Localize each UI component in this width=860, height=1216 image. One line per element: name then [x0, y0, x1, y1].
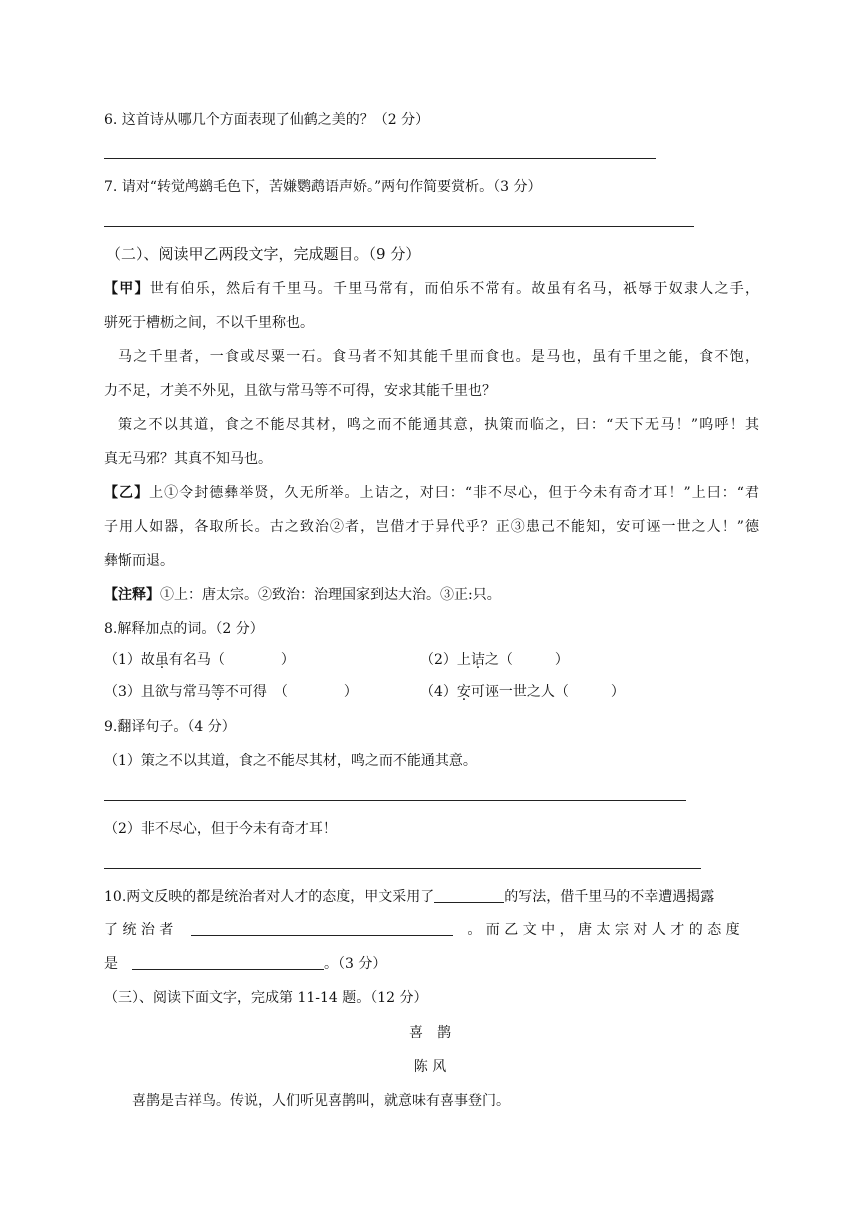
- q8-item-1: （1）故虽有名马（ ）: [104, 652, 295, 668]
- question-7: 7. 请对“转觉鸬鹚毛色下，苦嫌鹦鹉语声娇。”两句作简要赏析。（3 分）: [104, 179, 542, 195]
- q10-line-3: 是 。（3 分）: [104, 956, 387, 972]
- question-9-title: 9.翻译句子。（4 分）: [104, 719, 236, 735]
- jia-paragraph-3-line-1: 策之不以其道，食之不能尽其材，鸣之而不能通其意，执策而临之，曰：“天下无马！”呜呼！其: [118, 417, 759, 433]
- q10-line-2: 了 统 治 者 。 而 乙 文 中 ， 唐 太 宗 对 人 才 的 态 度: [104, 922, 740, 938]
- yi-paragraph-line-1: 【乙】上①令封德彝举贤，久无所举。上诘之，对曰：“非不尽心，但于今未有奇才耳！”上曰：“君: [104, 485, 759, 501]
- answer-line-9-2: [104, 868, 701, 869]
- answer-line-6: [104, 158, 656, 159]
- blank-ruler-attitude[interactable]: [191, 921, 453, 936]
- annotation-tag: 【注释】: [104, 587, 160, 603]
- dotted-char: 虽: [154, 652, 169, 668]
- yi-tag: 【乙】: [104, 485, 150, 501]
- q9-sentence-2: （2）非不尽心，但于今未有奇才耳！: [104, 821, 337, 837]
- blank-writing-method[interactable]: [434, 888, 504, 903]
- answer-line-9-1: [104, 800, 686, 801]
- yi-paragraph-line-3: 彝惭而退。: [104, 553, 174, 569]
- yi-paragraph-line-2: 子用人如器，各取所长。古之致治②者，岂借才于异代乎？正③患己不能知，安可诬一世之人！”德: [104, 519, 759, 535]
- annotation: 【注释】①上：唐太宗。②致治：治理国家到达大治。③正:只。: [104, 587, 501, 603]
- jia-paragraph-1-line-1: 【甲】世有伯乐，然后有千里马。千里马常有，而伯乐不常有。故虽有名马，祇辱于奴隶人之手，: [104, 281, 760, 297]
- article-author: 陈 风: [413, 1059, 447, 1075]
- section-3-heading: （三）、阅读下面文字，完成第 11-14 题。（12 分）: [104, 990, 428, 1006]
- q8-item-4: （4）安可诬一世之人（ ）: [420, 684, 625, 700]
- article-title: 喜 鹊: [409, 1025, 451, 1041]
- q8-item-3: （3）且欲与常马等不可得 （ ）: [104, 684, 358, 700]
- section-2-heading: （二）、阅读甲乙两段文字，完成题目。（9 分）: [106, 245, 421, 263]
- question-6: 6. 这首诗从哪几个方面表现了仙鹤之美的？（2 分）: [104, 112, 430, 128]
- jia-paragraph-2-line-1: 马之千里者，一食或尽粟一石。食马者不知其能千里而食也。是马也，虽有千里之能，食不饱，: [118, 349, 759, 365]
- q9-sentence-1: （1）策之不以其道，食之不能尽其材，鸣之而不能通其意。: [104, 753, 477, 769]
- dotted-char: 安: [456, 684, 471, 700]
- blank-taizong-attitude[interactable]: [132, 955, 324, 970]
- jia-paragraph-2-line-2: 力不足，才美不外见，且欲与常马等不可得，安求其能千里也？: [104, 383, 496, 399]
- answer-line-7: [104, 226, 694, 227]
- jia-tag: 【甲】: [104, 281, 150, 297]
- dotted-char: 等: [210, 684, 225, 700]
- dotted-char: 诘: [470, 652, 485, 668]
- question-8-title: 8.解释加点的词。（2 分）: [104, 621, 264, 637]
- q10-line-1: 10.两文反映的都是统治者对人才的态度，甲文采用了 的写法，借千里马的不幸遭遇揭露: [104, 889, 715, 905]
- jia-paragraph-3-line-2: 真无马邪？其真不知马也。: [104, 451, 272, 467]
- article-paragraph-1: 喜鹊是吉祥鸟。传说，人们听见喜鹊叫，就意味有喜事登门。: [132, 1093, 510, 1109]
- jia-paragraph-1-line-2: 骈死于槽枥之间，不以千里称也。: [104, 315, 314, 331]
- q8-item-2: （2）上诘之（ ）: [420, 652, 569, 668]
